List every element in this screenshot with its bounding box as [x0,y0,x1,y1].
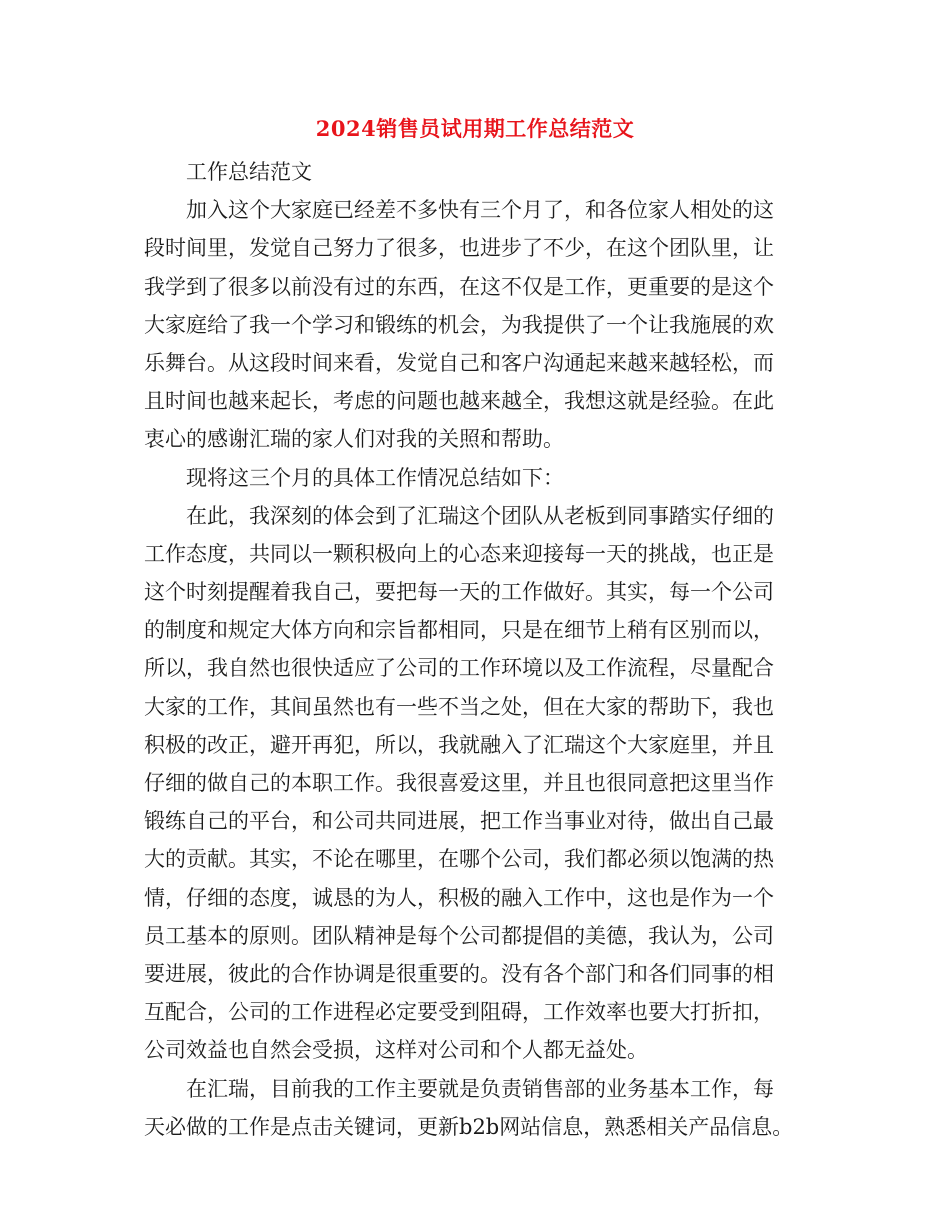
text-line: 且时间也越来起长，考虑的问题也越来越全，我想这就是经验。在此 [144,389,774,414]
text-line: 这个时刻提醒着我自己，要把每一天的工作做好。其实，每一个公司 [144,580,774,605]
text-line: 工作总结范文 [186,160,312,184]
text-line: 要进展，彼此的合作协调是很重要的。没有各个部门和各们同事的相 [144,961,774,986]
text-line: 大的贡献。其实，不论在哪里，在哪个公司，我们都必须以饱满的热 [144,847,774,872]
text-line: 互配合，公司的工作进程必定要受到阻碍，工作效率也要大打折扣， [144,1000,774,1025]
text-line: 工作态度，共同以一颗积极向上的心态来迎接每一天的挑战，也正是 [144,541,774,566]
text-line: 情，仔细的态度，诚恳的为人，积极的融入工作中，这也是作为一个 [144,885,774,910]
text-line: 天必做的工作是点击关键词，更新b2b网站信息，熟悉相关产品信息。 [144,1114,794,1139]
text-line: 所以，我自然也很快适应了公司的工作环境以及工作流程，尽量配合 [144,656,774,681]
text-line: 积极的改正，避开再犯，所以，我就融入了汇瑞这个大家庭里，并且 [144,732,774,757]
text-line: 衷心的感谢汇瑞的家人们对我的关照和帮助。 [144,427,564,452]
text-line: 加入这个大家庭已经差不多快有三个月了，和各位家人相处的这 [186,198,774,223]
text-line: 段时间里，发觉自己努力了很多，也进步了不少，在这个团队里，让 [144,236,774,261]
text-line: 锻练自己的平台，和公司共同进展，把工作当事业对待，做出自己最 [144,809,774,834]
text-line: 在汇瑞，目前我的工作主要就是负责销售部的业务基本工作，每 [186,1076,774,1101]
text-line: 员工基本的原则。团队精神是每个公司都提倡的美德，我认为，公司 [144,923,774,948]
text-line: 大家庭给了我一个学习和锻练的机会，为我提供了一个让我施展的欢 [144,312,774,337]
text-line: 大家的工作，其间虽然也有一些不当之处，但在大家的帮助下，我也 [144,694,774,719]
document-title: 2024销售员试用期工作总结范文 [315,116,635,141]
text-line: 乐舞台。从这段时间来看，发觉自己和客户沟通起来越来越轻松，而 [144,350,774,375]
text-line: 仔细的做自己的本职工作。我很喜爱这里，并且也很同意把这里当作 [144,771,774,795]
document-body [144,153,799,1146]
text-line: 我学到了很多以前没有过的东西，在这不仅是工作，更重要的是这个 [144,274,774,299]
text-line: 现将这三个月的具体工作情况总结如下： [186,465,564,490]
text-line: 的制度和规定大体方向和宗旨都相同，只是在细节上稍有区别而以， [144,618,774,643]
text-line: 公司效益也自然会受损，这样对公司和个人都无益处。 [144,1038,648,1063]
text-line: 在此，我深刻的体会到了汇瑞这个团队从老板到同事踏实仔细的 [186,503,774,528]
